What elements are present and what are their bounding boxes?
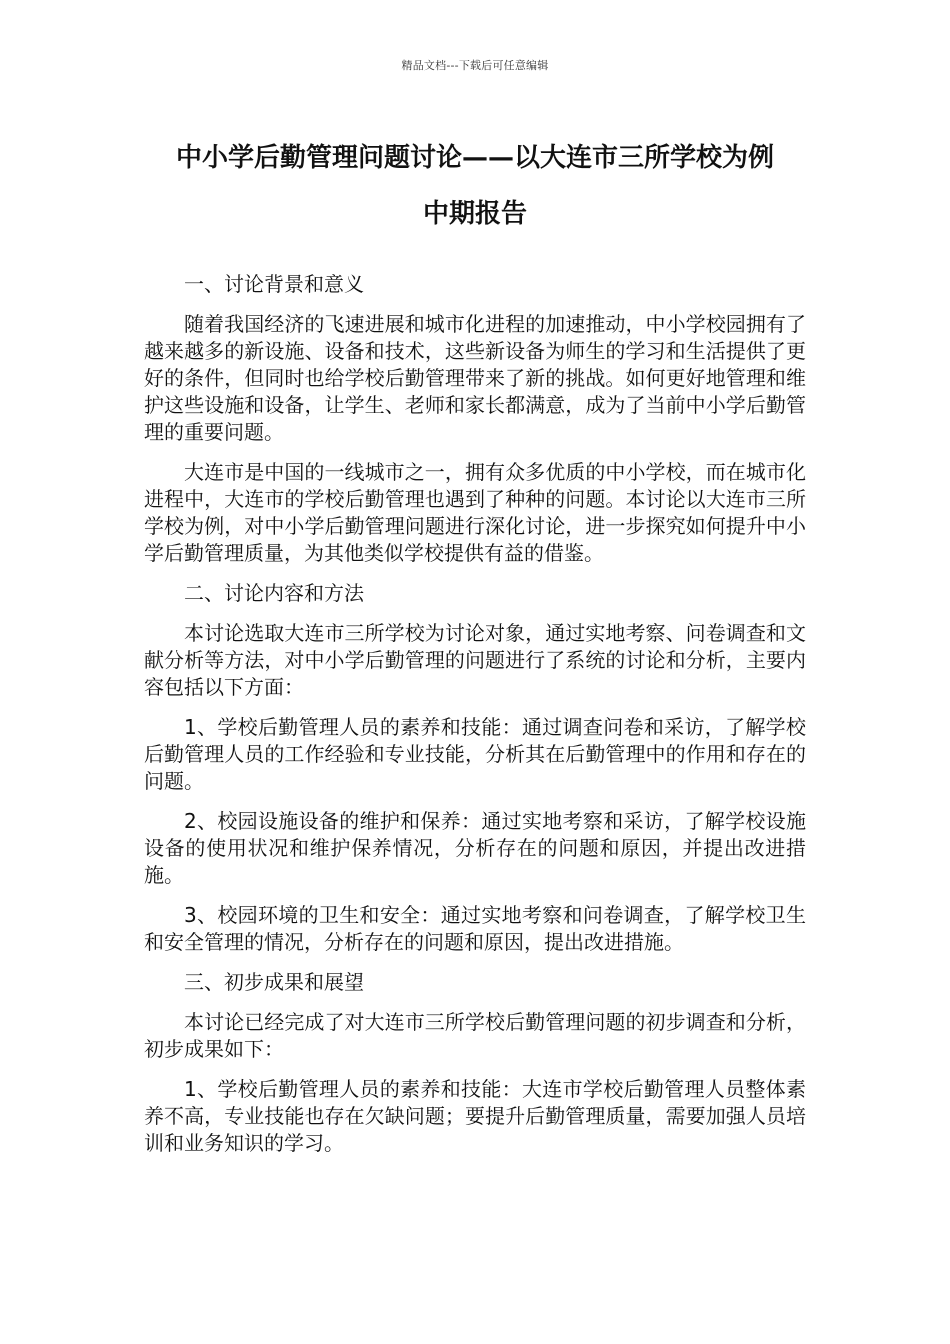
section-heading-results: 三、初步成果和展望 — [184, 970, 364, 994]
paragraph: 随着我国经济的飞速进展和城市化进程的加速推动，中小学校园拥有了越来越多的新设施、设备和技术，这些新设备为师生的学习和生活提供了更好的条件，但同时也给学校后勤管理带来了新的挑战。如何更好地管理和维护这些设施和设备，让学生、老师和家长都满意，成为了当前中小学后勤管理的重要问题。 — [144, 312, 806, 444]
paragraph: 大连市是中国的一线城市之一，拥有众多优质的中小学校，而在城市化进程中，大连市的学校后勤管理也遇到了种种的问题。本讨论以大连市三所学校为例，对中小学后勤管理问题进行深化讨论，进一步探究如何提升中小学后勤管理质量，为其他类似学校提供有益的借鉴。 — [144, 460, 806, 565]
paragraph: 2、校园设施设备的维护和保养：通过实地考察和采访，了解学校设施设备的使用状况和维护保养情况，分析存在的问题和原因，并提出改进措施。 — [144, 809, 806, 887]
document-body — [144, 271, 806, 1170]
document-title: 中小学后勤管理问题讨论——以大连市三所学校为例 — [175, 143, 774, 173]
paragraph: 1、学校后勤管理人员的素养和技能：通过调查问卷和采访，了解学校后勤管理人员的工作经验和专业技能，分析其在后勤管理中的作用和存在的问题。 — [144, 715, 806, 793]
paragraph: 本讨论已经完成了对大连市三所学校后勤管理问题的初步调查和分析，初步成果如下： — [144, 1010, 806, 1061]
document-subtitle: 中期报告 — [422, 199, 527, 229]
section-heading-background: 一、讨论背景和意义 — [184, 272, 364, 296]
section-heading-content-methods: 二、讨论内容和方法 — [184, 581, 364, 605]
paragraph: 本讨论选取大连市三所学校为讨论对象，通过实地考察、问卷调查和文献分析等方法，对中小学后勤管理的问题进行了系统的讨论和分析，主要内容包括以下方面： — [144, 621, 806, 699]
paragraph: 1、学校后勤管理人员的素养和技能：大连市学校后勤管理人员整体素养不高，专业技能也存在欠缺问题；要提升后勤管理质量，需要加强人员培训和业务知识的学习。 — [144, 1077, 806, 1155]
paragraph: 3、校园环境的卫生和安全：通过实地考察和问卷调查，了解学校卫生和安全管理的情况，分析存在的问题和原因，提出改进措施。 — [144, 903, 806, 954]
header-note: 精品文档---下载后可任意编辑 — [401, 59, 549, 72]
